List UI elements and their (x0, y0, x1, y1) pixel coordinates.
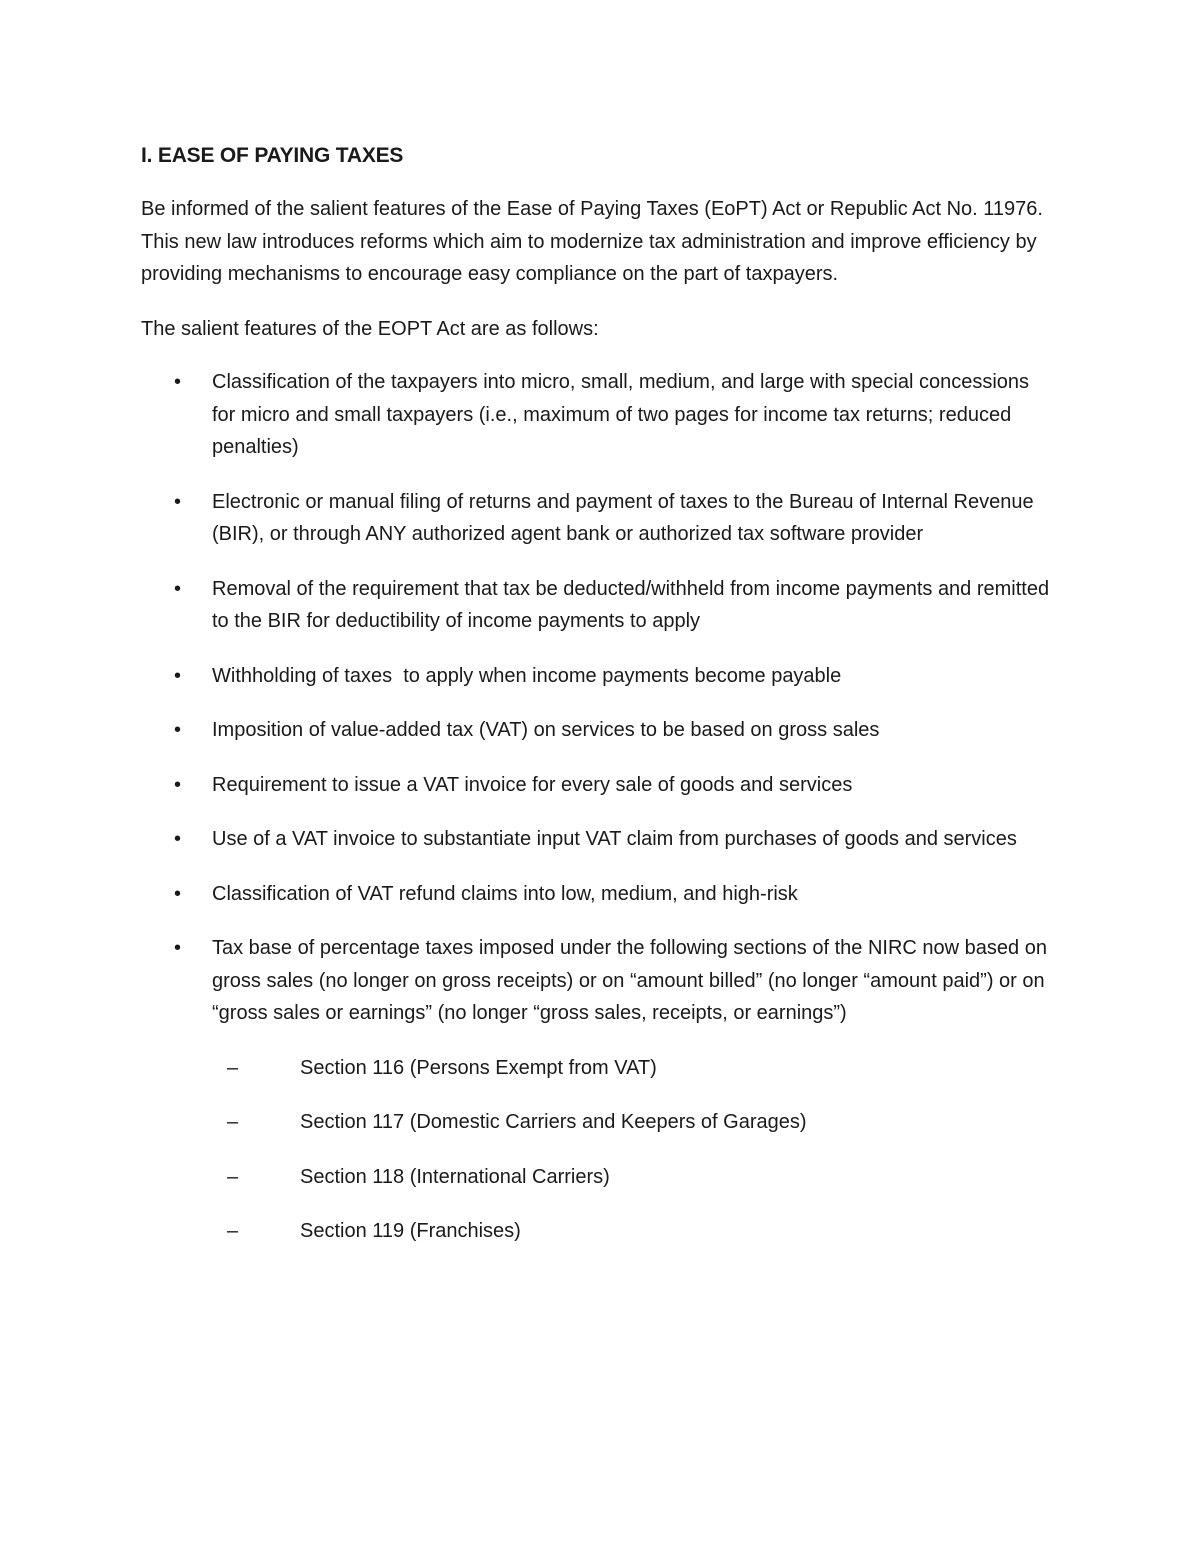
list-item-text: Tax base of percentage taxes imposed under the following sections of the NIRC now based on gross sales (no longer on gross receipts) or on “amount billed” (no longer “amount paid”) or on “gross sales or earnings” (no longer “gross sales, receipts, or earnings”) (212, 937, 1047, 1024)
list-item (141, 660, 1056, 693)
bullet-icon: • (174, 882, 182, 905)
bullet-icon: • (174, 773, 182, 796)
list-item (141, 769, 1056, 802)
bullet-icon: • (174, 664, 182, 687)
list-item-text: Requirement to issue a VAT invoice for every sale of goods and services (212, 773, 853, 796)
list-item (141, 714, 1056, 747)
list-item-text: Electronic or manual filing of returns and payment of taxes to the Bureau of Internal Revenue (BIR), or through ANY authorized agent bank or authorized tax software provider (212, 490, 1034, 545)
document-content (141, 140, 1056, 1270)
list-item-text: Classification of the taxpayers into micro, small, medium, and large with special concessions for micro and small taxpayers (i.e., maximum of two pages for income tax returns; reduced penalties) (212, 371, 1030, 458)
dash-icon: – (227, 1220, 239, 1242)
dash-icon: – (227, 1111, 239, 1133)
list-item (141, 823, 1056, 856)
list-item-text: Section 117 (Domestic Carriers and Keepers of Garages) (300, 1111, 807, 1133)
list-item (141, 932, 1056, 1030)
bullet-icon: • (174, 719, 182, 741)
list-item-text: Imposition of value-added tax (VAT) on services to be based on gross sales (212, 719, 880, 741)
list-item-text: Section 119 (Franchises) (300, 1220, 521, 1242)
lead-paragraph: The salient features of the EOPT Act are as follows: (141, 317, 599, 340)
list-item (141, 1215, 1056, 1248)
list-item (141, 573, 1056, 638)
list-item-text: Section 116 (Persons Exempt from VAT) (300, 1056, 657, 1079)
features-list (141, 366, 1056, 1030)
list-item-text: Use of a VAT invoice to substantiate input VAT claim from purchases of goods and services (212, 828, 1017, 850)
bullet-icon: • (174, 937, 182, 959)
list-item (141, 878, 1056, 911)
dash-icon: – (227, 1165, 239, 1188)
bullet-icon: • (174, 490, 182, 513)
list-item (141, 366, 1056, 464)
list-item (141, 1161, 1056, 1194)
bullet-icon: • (174, 371, 182, 393)
bullet-icon: • (174, 577, 182, 600)
intro-paragraph: Be informed of the salient features of the Ease of Paying Taxes (EoPT) Act or Republic Act No. 11976. This new law introduces reforms which aim to modernize tax administration and improve efficiency by providing mechanisms to encourage easy compliance on the part of taxpayers. (141, 198, 1043, 285)
list-item-text: Classification of VAT refund claims into low, medium, and high-risk (212, 882, 798, 905)
list-item (141, 1106, 1056, 1139)
list-item (141, 1052, 1056, 1085)
list-item-text: Withholding of taxes to apply when income payments become payable (212, 664, 842, 687)
sections-list (141, 1052, 1056, 1248)
bullet-icon: • (174, 828, 182, 850)
list-item-text: Section 118 (International Carriers) (300, 1165, 610, 1188)
list-item-text: Removal of the requirement that tax be deducted/withheld from income payments and remitted to the BIR for deductibility of income payments to apply (212, 577, 1050, 632)
list-item (141, 486, 1056, 551)
section-heading: I. EASE OF PAYING TAXES (141, 144, 404, 167)
dash-icon: – (227, 1056, 239, 1079)
